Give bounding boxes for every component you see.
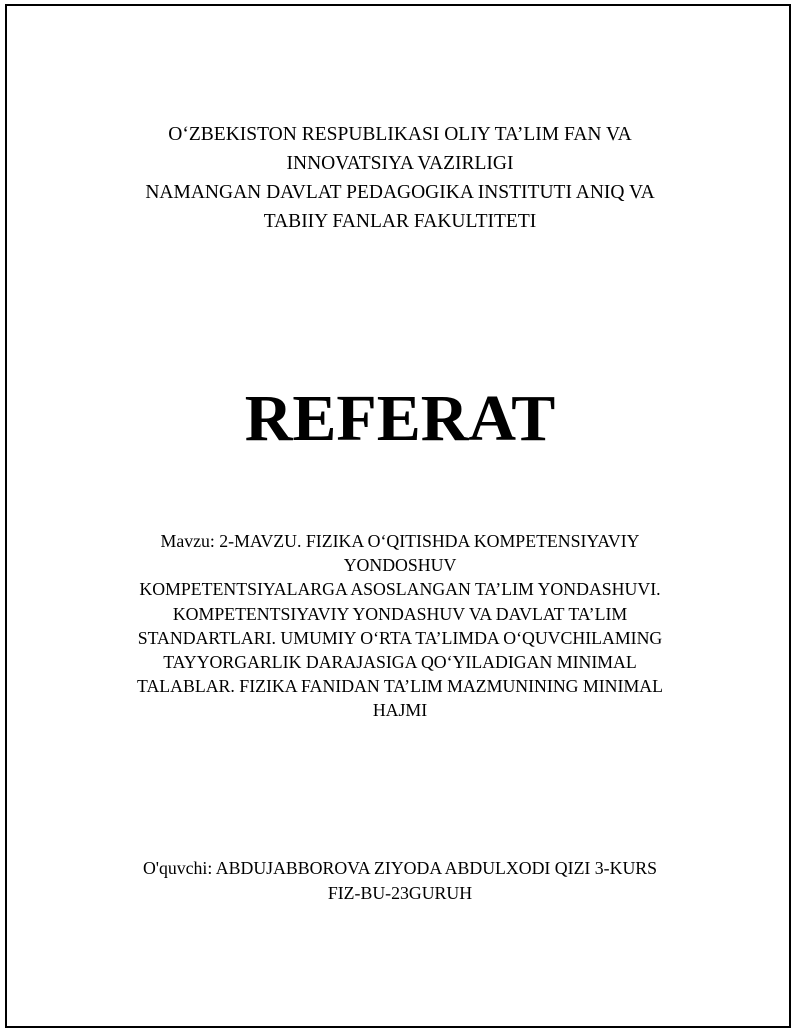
topic-line: TALABLAR. FIZIKA FANIDAN TA’LIM MAZMUNINING MINIMAL: [137, 676, 663, 697]
topic-line: HAJMI: [372, 700, 428, 721]
document-title: REFERAT: [244, 382, 556, 455]
header-line: NAMANGAN DAVLAT PEDAGOGIKA INSTITUTI ANIQ VA: [145, 182, 655, 203]
topic-line: YONDOSHUV: [343, 555, 457, 576]
topic-line: KOMPETENTSIYAVIY YONDASHUV VA DAVLAT TA’LIM: [172, 603, 628, 624]
student-line: O'quvchi: ABDUJABBOROVA ZIYODA ABDULXODI QIZI 3-KURS: [142, 858, 658, 878]
header-line: O‘ZBEKISTON RESPUBLIKASI OLIY TA’LIM FAN VA: [168, 124, 632, 145]
student-info: [60, 856, 740, 905]
topic-line: Mavzu: 2-MAVZU. FIZIKA O‘QITISHDA KOMPETENSIYAVIY: [160, 531, 640, 551]
header-line: INNOVATSIYA VAZIRLIGI: [286, 153, 514, 174]
header-line: TABIIY FANLAR FAKULTITETI: [263, 211, 537, 232]
ministry-header: [60, 120, 740, 236]
topic-line: STANDARTLARI. UMUMIY O‘RTA TA’LIMDA O‘QUVCHILAMING: [137, 627, 663, 648]
topic-line: KOMPETENTSIYALARGA ASOSLANGAN TA’LIM YONDASHUVI.: [139, 579, 661, 600]
topic-line: TAYYORGARLIK DARAJASIGA QO‘YILADIGAN MINIMAL: [163, 652, 637, 673]
topic-section: [60, 529, 740, 723]
student-line: FIZ-BU-23GURUH: [327, 882, 473, 903]
